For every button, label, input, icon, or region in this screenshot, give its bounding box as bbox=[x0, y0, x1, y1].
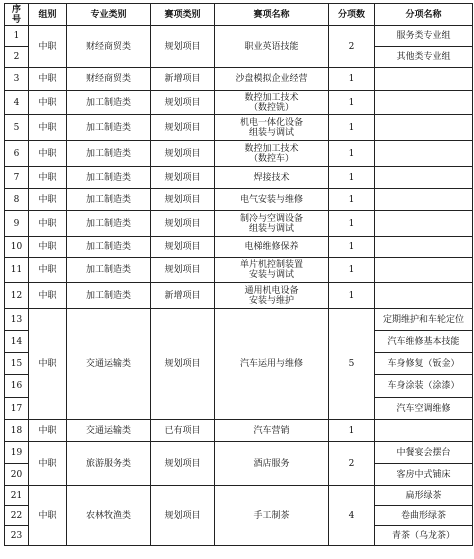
table-row bbox=[5, 26, 473, 47]
table-row bbox=[5, 283, 473, 309]
cell-count: 5 bbox=[329, 309, 375, 420]
cell-category: 加工制造类 bbox=[67, 189, 151, 211]
cell-seq: 6 bbox=[5, 141, 29, 167]
cell-name: 沙盘模拟企业经营 bbox=[215, 68, 329, 91]
cell-seq: 3 bbox=[5, 68, 29, 91]
cell-sub: 中餐宴会摆台 bbox=[375, 442, 473, 464]
cell-count: 1 bbox=[329, 283, 375, 309]
cell-group: 中职 bbox=[29, 237, 67, 258]
cell-seq: 21 bbox=[5, 486, 29, 506]
cell-group: 中职 bbox=[29, 91, 67, 115]
cell-category: 加工制造类 bbox=[67, 115, 151, 141]
cell-count: 2 bbox=[329, 26, 375, 68]
cell-seq: 17 bbox=[5, 398, 29, 420]
cell-category: 加工制造类 bbox=[67, 211, 151, 237]
table-row bbox=[5, 258, 473, 283]
cell-name: 电梯维修保养 bbox=[215, 237, 329, 258]
cell-seq: 19 bbox=[5, 442, 29, 464]
header-category: 专业类别 bbox=[67, 4, 151, 26]
cell-name: 通用机电设备 安装与维护 bbox=[215, 283, 329, 309]
cell-name: 手工制茶 bbox=[215, 486, 329, 546]
cell-name: 电气安装与维修 bbox=[215, 189, 329, 211]
cell-group: 中职 bbox=[29, 115, 67, 141]
cell-count: 1 bbox=[329, 91, 375, 115]
cell-sub bbox=[375, 141, 473, 167]
cell-category: 加工制造类 bbox=[67, 167, 151, 189]
cell-category: 加工制造类 bbox=[67, 141, 151, 167]
table-row bbox=[5, 167, 473, 189]
cell-name: 汽车运用与维修 bbox=[215, 309, 329, 420]
cell-sub: 青茶（乌龙茶） bbox=[375, 526, 473, 546]
cell-seq: 15 bbox=[5, 353, 29, 375]
cell-category: 旅游服务类 bbox=[67, 442, 151, 486]
cell-name: 汽车营销 bbox=[215, 420, 329, 442]
cell-seq: 18 bbox=[5, 420, 29, 442]
table-row bbox=[5, 189, 473, 211]
cell-seq: 13 bbox=[5, 309, 29, 331]
cell-group: 中职 bbox=[29, 26, 67, 68]
cell-category: 加工制造类 bbox=[67, 237, 151, 258]
table-row bbox=[5, 115, 473, 141]
cell-seq: 9 bbox=[5, 211, 29, 237]
cell-sub: 客房中式铺床 bbox=[375, 464, 473, 486]
cell-seq: 1 bbox=[5, 26, 29, 47]
cell-type: 规划项目 bbox=[151, 486, 215, 546]
cell-group: 中职 bbox=[29, 486, 67, 546]
cell-count: 1 bbox=[329, 237, 375, 258]
cell-type: 规划项目 bbox=[151, 141, 215, 167]
cell-name: 职业英语技能 bbox=[215, 26, 329, 68]
cell-type: 规划项目 bbox=[151, 91, 215, 115]
cell-name: 数控加工技术 （数控铣） bbox=[215, 91, 329, 115]
cell-category: 财经商贸类 bbox=[67, 26, 151, 68]
cell-type: 规划项目 bbox=[151, 442, 215, 486]
cell-seq: 8 bbox=[5, 189, 29, 211]
cell-sub: 汽车维修基本技能 bbox=[375, 331, 473, 353]
cell-type: 规划项目 bbox=[151, 237, 215, 258]
cell-type: 已有项目 bbox=[151, 420, 215, 442]
cell-seq: 20 bbox=[5, 464, 29, 486]
cell-sub: 扁形绿茶 bbox=[375, 486, 473, 506]
cell-count: 2 bbox=[329, 442, 375, 486]
cell-sub bbox=[375, 237, 473, 258]
table-row bbox=[5, 309, 473, 331]
cell-type: 规划项目 bbox=[151, 115, 215, 141]
cell-name: 机电一体化设备 组装与调试 bbox=[215, 115, 329, 141]
cell-category: 交通运输类 bbox=[67, 309, 151, 420]
cell-seq: 12 bbox=[5, 283, 29, 309]
cell-type: 规划项目 bbox=[151, 189, 215, 211]
cell-group: 中职 bbox=[29, 211, 67, 237]
cell-sub: 卷曲形绿茶 bbox=[375, 506, 473, 526]
cell-group: 中职 bbox=[29, 420, 67, 442]
table-row bbox=[5, 141, 473, 167]
cell-count: 4 bbox=[329, 486, 375, 546]
competition-table bbox=[4, 3, 473, 546]
cell-category: 农林牧渔类 bbox=[67, 486, 151, 546]
cell-sub: 车身修复（钣金） bbox=[375, 353, 473, 375]
cell-type: 规划项目 bbox=[151, 26, 215, 68]
cell-count: 1 bbox=[329, 420, 375, 442]
cell-sub: 定期维护和车轮定位 bbox=[375, 309, 473, 331]
header-name: 赛项名称 bbox=[215, 4, 329, 26]
cell-sub: 车身涂装（涂漆） bbox=[375, 375, 473, 398]
cell-sub: 服务类专业组 bbox=[375, 26, 473, 47]
cell-seq: 10 bbox=[5, 237, 29, 258]
header-type: 赛项类别 bbox=[151, 4, 215, 26]
cell-category: 加工制造类 bbox=[67, 258, 151, 283]
cell-seq: 7 bbox=[5, 167, 29, 189]
cell-type: 规划项目 bbox=[151, 309, 215, 420]
cell-group: 中职 bbox=[29, 167, 67, 189]
cell-seq: 5 bbox=[5, 115, 29, 141]
cell-sub bbox=[375, 167, 473, 189]
cell-group: 中职 bbox=[29, 258, 67, 283]
cell-count: 1 bbox=[329, 189, 375, 211]
cell-sub bbox=[375, 115, 473, 141]
cell-sub bbox=[375, 189, 473, 211]
table-row bbox=[5, 237, 473, 258]
cell-category: 加工制造类 bbox=[67, 91, 151, 115]
header-group: 组别 bbox=[29, 4, 67, 26]
cell-count: 1 bbox=[329, 68, 375, 91]
cell-sub: 其他类专业组 bbox=[375, 47, 473, 68]
cell-seq: 16 bbox=[5, 375, 29, 398]
cell-category: 财经商贸类 bbox=[67, 68, 151, 91]
cell-type: 规划项目 bbox=[151, 167, 215, 189]
cell-count: 1 bbox=[329, 258, 375, 283]
cell-count: 1 bbox=[329, 141, 375, 167]
cell-name: 数控加工技术 （数控车） bbox=[215, 141, 329, 167]
table-row bbox=[5, 211, 473, 237]
cell-sub bbox=[375, 283, 473, 309]
cell-sub: 汽车空调维修 bbox=[375, 398, 473, 420]
header-sub: 分项名称 bbox=[375, 4, 473, 26]
cell-name: 制冷与空调设备 组装与调试 bbox=[215, 211, 329, 237]
cell-group: 中职 bbox=[29, 283, 67, 309]
table-row bbox=[5, 442, 473, 464]
cell-count: 1 bbox=[329, 211, 375, 237]
cell-type: 规划项目 bbox=[151, 258, 215, 283]
cell-seq: 4 bbox=[5, 91, 29, 115]
cell-count: 1 bbox=[329, 115, 375, 141]
cell-name: 单片机控制装置 安装与调试 bbox=[215, 258, 329, 283]
cell-seq: 11 bbox=[5, 258, 29, 283]
table-row bbox=[5, 91, 473, 115]
cell-seq: 23 bbox=[5, 526, 29, 546]
cell-group: 中职 bbox=[29, 442, 67, 486]
cell-name: 酒店服务 bbox=[215, 442, 329, 486]
cell-sub bbox=[375, 211, 473, 237]
cell-group: 中职 bbox=[29, 68, 67, 91]
cell-group: 中职 bbox=[29, 309, 67, 420]
table-row bbox=[5, 486, 473, 506]
header-count: 分项数 bbox=[329, 4, 375, 26]
cell-count: 1 bbox=[329, 167, 375, 189]
table-row bbox=[5, 420, 473, 442]
header-row bbox=[5, 4, 473, 26]
cell-group: 中职 bbox=[29, 141, 67, 167]
cell-category: 交通运输类 bbox=[67, 420, 151, 442]
cell-group: 中职 bbox=[29, 189, 67, 211]
cell-category: 加工制造类 bbox=[67, 283, 151, 309]
table-row bbox=[5, 68, 473, 91]
cell-sub bbox=[375, 420, 473, 442]
cell-seq: 2 bbox=[5, 47, 29, 68]
cell-sub bbox=[375, 91, 473, 115]
cell-sub bbox=[375, 68, 473, 91]
cell-type: 新增项目 bbox=[151, 68, 215, 91]
cell-type: 新增项目 bbox=[151, 283, 215, 309]
header-seq: 序 号 bbox=[5, 4, 29, 26]
cell-sub bbox=[375, 258, 473, 283]
cell-seq: 22 bbox=[5, 506, 29, 526]
cell-seq: 14 bbox=[5, 331, 29, 353]
cell-type: 规划项目 bbox=[151, 211, 215, 237]
cell-name: 焊接技术 bbox=[215, 167, 329, 189]
